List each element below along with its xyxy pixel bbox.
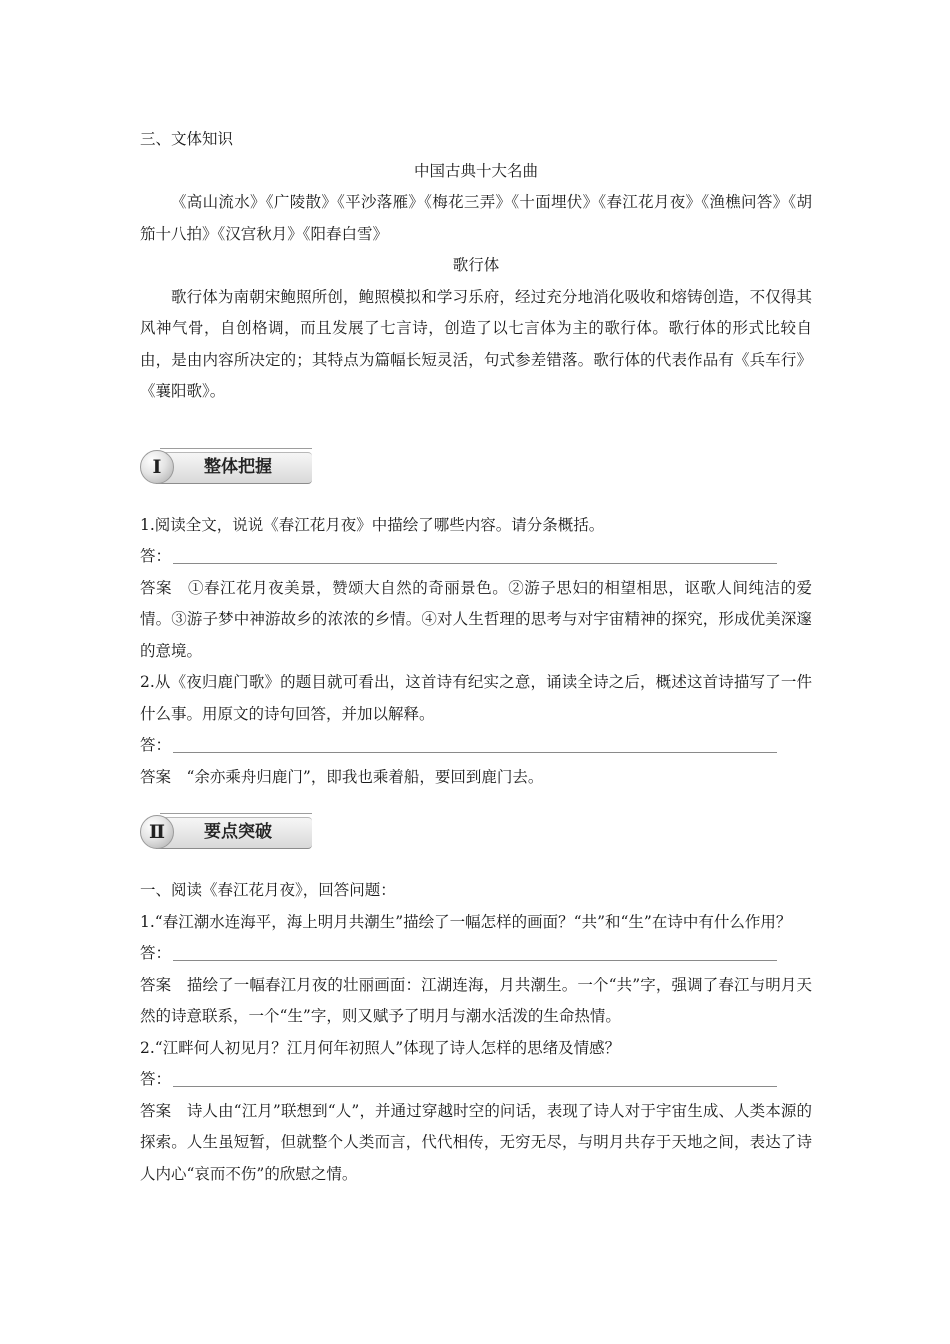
answer-label: 答： bbox=[140, 1070, 172, 1088]
subtitle-gexingti: 歌行体 bbox=[452, 256, 500, 274]
roman-numeral-badge: Ⅱ bbox=[140, 815, 174, 849]
answer-underline bbox=[173, 1086, 777, 1087]
question-keypoints-2: 2.“江畔何人初见月？江月何年初照人”体现了诗人怎样的思绪及情感？ bbox=[140, 1038, 621, 1057]
section-banner-keypoints bbox=[140, 813, 320, 857]
answer-field-overall-1[interactable] bbox=[140, 541, 812, 573]
question-overall-1: 1.阅读全文，说说《春江花月夜》中描绘了哪些内容。请分条概括。 bbox=[140, 515, 605, 534]
answer-overall-1: 答案 ①春江花月夜美景，赞颂大自然的奇丽景色。②游子思妇的相望相思，讴歌人间纯洁的爱情。③游子梦中神游故乡的浓浓的乡情。④对人生哲理的思考与对宇宙精神的探究，形成优美深邃的意境。 bbox=[140, 578, 812, 660]
page-content bbox=[140, 124, 812, 1190]
answer-label: 答： bbox=[140, 736, 172, 754]
banner-top-line bbox=[160, 448, 312, 449]
question-overall-2: 2.从《夜归鹿门歌》的题目就可看出，这首诗有纪实之意，诵读全诗之后，概述这首诗描写了一件什么事。用原文的诗句回答，并加以解释。 bbox=[140, 673, 812, 723]
answer-label: 答： bbox=[140, 944, 172, 962]
answer-keypoints-2: 答案 诗人由“江月”联想到“人”，并通过穿越时空的问话，表现了诗人对于宇宙生成、人类本源的探索。人生虽短暂，但就整个人类而言，代代相传，无穷无尽，与明月共存于天地之间，表达了诗人内心“哀而不伤”的欣慰之情。 bbox=[140, 1101, 812, 1183]
answer-keypoints-1: 答案 描绘了一幅春江月夜的壮丽画面：江湖连海，月共潮生。一个“共”字，强调了春江与明月天然的诗意联系，一个“生”字，则又赋予了明月与潮水活泼的生命热情。 bbox=[140, 975, 812, 1025]
section-banner-overall bbox=[140, 448, 320, 492]
subtitle-ten-famous-songs: 中国古典十大名曲 bbox=[413, 161, 538, 180]
answer-underline bbox=[173, 752, 777, 753]
famous-songs-list: 《高山流水》《广陵散》《平沙落雁》《梅花三弄》《十面埋伏》《春江花月夜》《渔樵问答》《胡笳十八拍》《汉宫秋月》《阳春白雪》 bbox=[140, 193, 812, 243]
answer-label: 答： bbox=[140, 547, 172, 565]
answer-field-keypoints-2[interactable] bbox=[140, 1064, 812, 1096]
gexingti-paragraph: 歌行体为南朝宋鲍照所创，鲍照模拟和学习乐府，经过充分地消化吸收和熔铸创造，不仅得其风神气骨，自创格调，而且发展了七言诗，创造了以七言体为主的歌行体。歌行体的形式比较自由，是由内容所决定的；其特点为篇幅长短灵活，句式参差错落。歌行体的代表作品有《兵车行》《襄阳歌》。 bbox=[140, 287, 812, 400]
roman-numeral-badge: Ⅰ bbox=[140, 450, 174, 484]
question-keypoints-1: 1.“春江潮水连海平，海上明月共潮生”描绘了一幅怎样的画面？“共”和“生”在诗中有什么作用？ bbox=[140, 912, 792, 931]
answer-field-keypoints-1[interactable] bbox=[140, 938, 812, 970]
answer-underline bbox=[173, 960, 777, 961]
banner-title: 整体把握 bbox=[204, 456, 272, 477]
answer-field-overall-2[interactable] bbox=[140, 730, 812, 762]
keypoints-intro: 一、阅读《春江花月夜》，回答问题： bbox=[140, 881, 396, 899]
section-heading-genre-knowledge: 三、文体知识 bbox=[140, 130, 234, 148]
banner-title: 要点突破 bbox=[204, 822, 272, 842]
answer-overall-2: 答案 “余亦乘舟归鹿门”，即我也乘着船，要回到鹿门去。 bbox=[140, 767, 544, 786]
banner-top-line bbox=[160, 813, 312, 814]
answer-underline bbox=[173, 563, 777, 564]
